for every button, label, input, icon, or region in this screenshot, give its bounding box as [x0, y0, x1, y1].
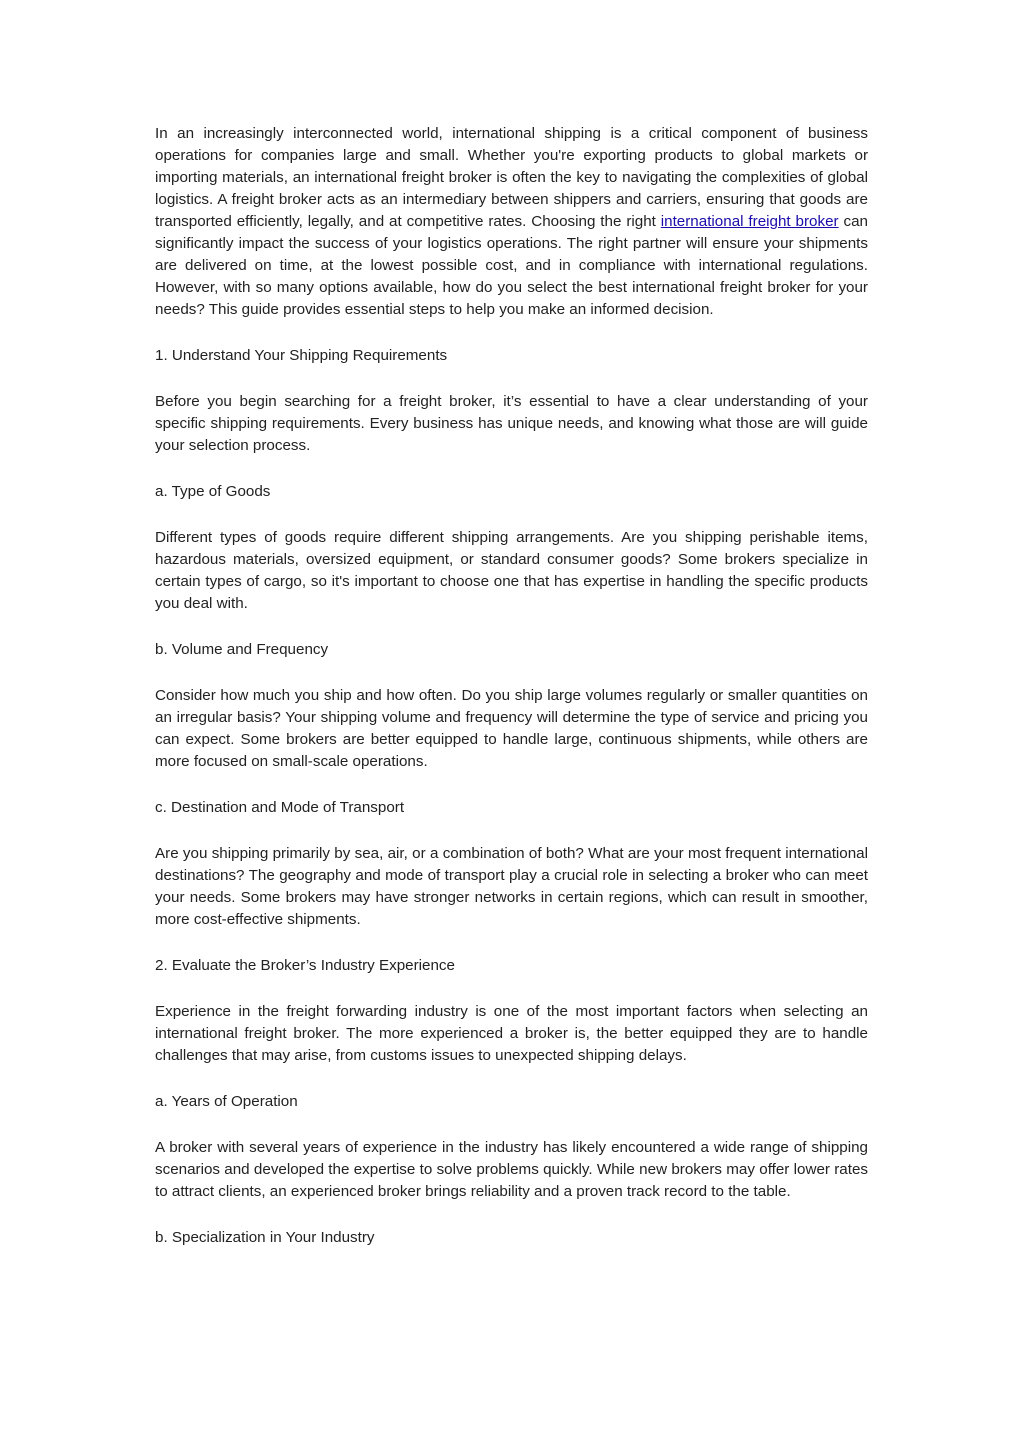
- document-page: [155, 123, 868, 1273]
- section-paragraph: Consider how much you ship and how often. Do you ship large volumes regularly or smaller quantities on an irregular basis? Your shipping volume and frequency will determine the type of service and pricing you can expect. Some brokers are better equipped to handle large, continuous shipments, while others are more focused on small-scale operations.: [155, 687, 868, 770]
- section-heading: a. Type of Goods: [155, 483, 271, 500]
- section-paragraph: Experience in the freight forwarding industry is one of the most important factors when selecting an international freight broker. The more experienced a broker is, the better equipped they are to handle challenges that may arise, from customs issues to unexpected shipping delays.: [155, 1003, 868, 1064]
- section-paragraph: Different types of goods require different shipping arrangements. Are you shipping perishable items, hazardous materials, oversized equipment, or standard consumer goods? Some brokers specialize in certain types of cargo, so it's important to choose one that has expertise in handling the specific products you deal with.: [155, 529, 868, 612]
- section-heading: c. Destination and Mode of Transport: [155, 799, 405, 816]
- section-paragraph: Are you shipping primarily by sea, air, or a combination of both? What are your most frequent international destinations? The geography and mode of transport play a crucial role in selecting a broker who can meet your needs. Some brokers may have stronger networks in certain regions, which can result in smoother, more cost-effective shipments.: [155, 845, 868, 928]
- intro-text-before-link: In an increasingly interconnected world, international shipping is a critical component of business operations for companies large and small. Whether you're exporting products to global markets or importing materials, an international freight broker is often the key to navigating the complexities of global logistics. A freight broker acts as an intermediary between shippers and carriers, ensuring that goods are transported efficiently, legally, and at competitive rates. Choosing the right: [155, 125, 868, 230]
- section-heading: 2. Evaluate the Broker’s Industry Experience: [155, 957, 455, 974]
- section-paragraph: Before you begin searching for a freight broker, it’s essential to have a clear understanding of your specific shipping requirements. Every business has unique needs, and knowing what those are will guide your selection process.: [155, 393, 868, 454]
- section-heading: a. Years of Operation: [155, 1093, 298, 1110]
- section-heading: 1. Understand Your Shipping Requirements: [155, 347, 448, 364]
- intro-text-after-link: can significantly impact the success of your logistics operations. The right partner will ensure your shipments are delivered on time, at the lowest possible cost, and in compliance with international regulations. However, with so many options available, how do you select the best international freight broker for your needs? This guide provides essential steps to help you make an informed decision.: [155, 213, 868, 318]
- section-heading: b. Specialization in Your Industry: [155, 1229, 375, 1246]
- freight-broker-link[interactable]: international freight broker: [660, 213, 839, 230]
- intro-paragraph: [155, 123, 868, 321]
- section-heading: b. Volume and Frequency: [155, 641, 329, 658]
- section-paragraph: A broker with several years of experience in the industry has likely encountered a wide range of shipping scenarios and developed the expertise to solve problems quickly. While new brokers may offer lower rates to attract clients, an experienced broker brings reliability and a proven track record to the table.: [155, 1139, 868, 1200]
